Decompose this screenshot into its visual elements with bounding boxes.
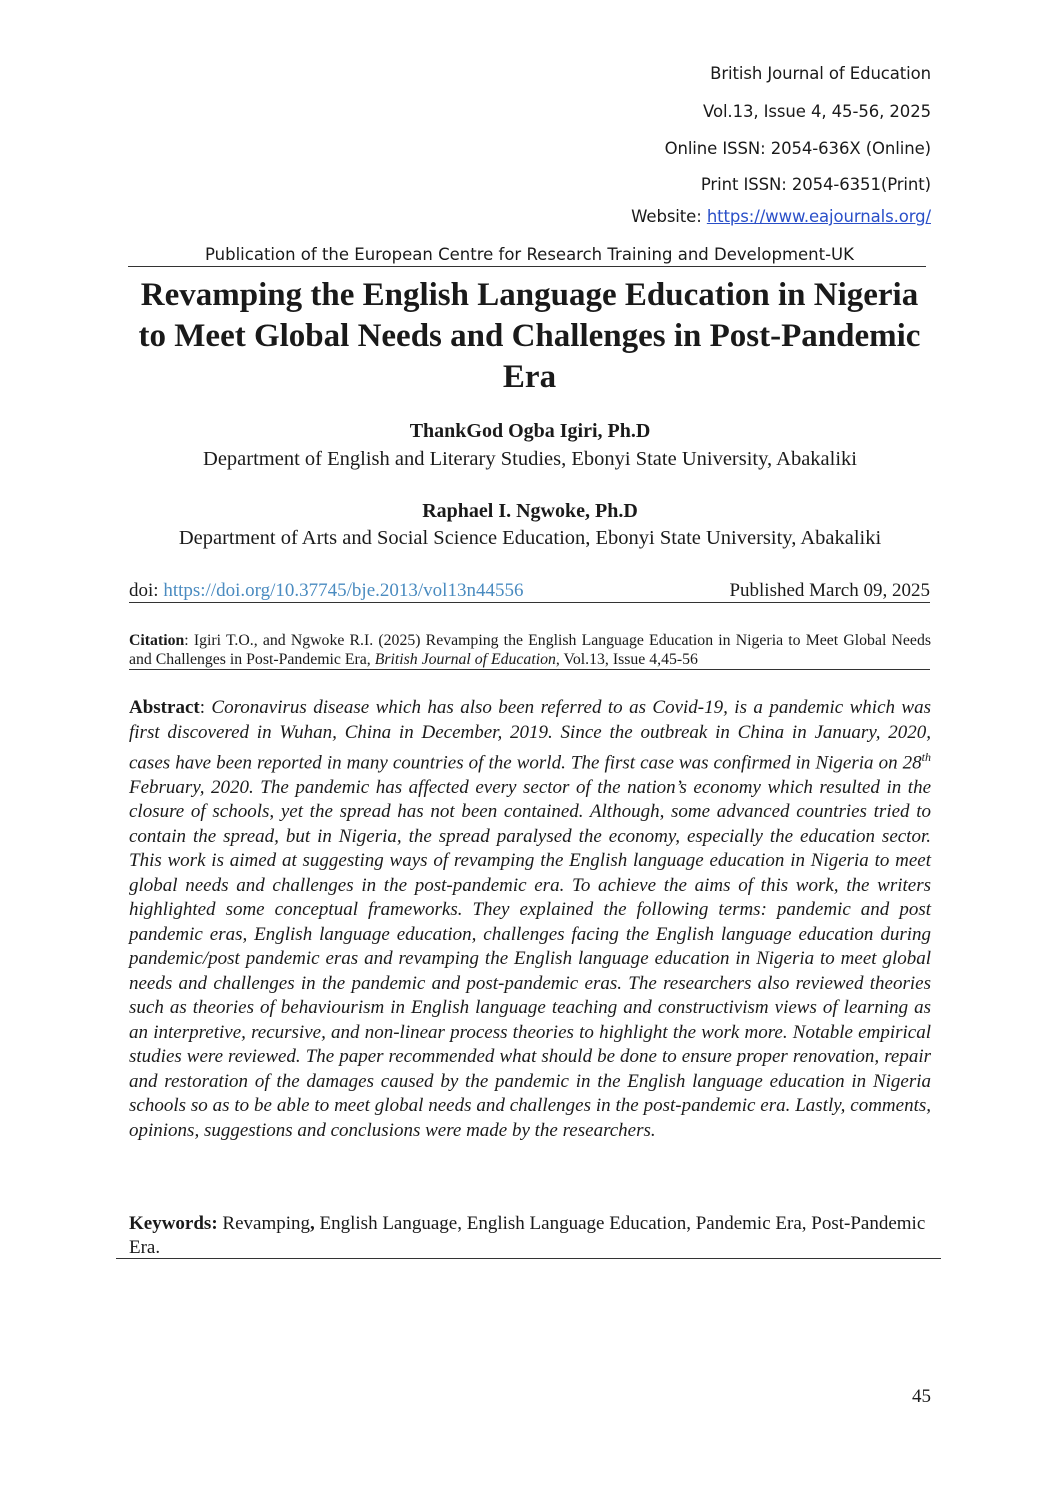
abstract-text-2: February, 2020. The pandemic has affected every sector of the nation’s economy which resulted in the closure of schools, yet the spread has not been contained. Although, some advanced countries tried to contain the spread, but in Nigeria, the spread paralysed the economy, especially the education sector. This work is aimed at suggesting ways of revamping the English language education in Nigeria to meet global needs and challenges in the post-pandemic era. To achieve the aims of this work, the writers highlighted some conceptual frameworks. They explained the following terms: pandemic and post pandemic eras, English language education, challenges facing the English language education during pandemic/post pandemic eras and revamping the English language education in Nigeria to meet global needs and challenges in the pandemic and post-pandemic eras. The researchers also reviewed theories such as theories of behaviourism in English language teaching and constructivism views of learning as an interpretive, recursive, and non-linear process theories to highlight the work more. Notable empirical studies were reviewed. The paper recommended what should be done to ensure proper renovation, repair and restoration of the damages caused by the pandemic in the English language education in Nigeria schools so as to be able to meet global needs and challenges in the post-pandemic era. Lastly, comments, opinions, suggestions and conclusions were made by the researchers. xyxy=(129,776,931,1141)
keywords-label: Keywords: xyxy=(129,1213,218,1234)
keyword-first: Revamping xyxy=(217,1213,311,1234)
doi-label: doi: xyxy=(129,580,164,601)
citation-text: : Igiri T.O., and Ngwoke R.I. (2025) Revamping the English Language Education in Nigeria to Meet Global Needs and Challenges in Post-Pandemic Era, xyxy=(129,632,931,668)
website-line xyxy=(631,207,931,226)
abstract: Abstract: Coronavirus disease which has also been referred to as Covid-19, is a pandemic which was first discovered in Wuhan, China in December, 2019. Since the outbreak in China in January, 2020, cases have been reported in many countries of the world. The first case was confirmed in Nigeria on 28th February, 2020. The pandemic has affected every sector of the nation’s economy which resulted in the closure of schools, yet the spread has not been contained. Although, some advanced countries tried to contain the spread, but in Nigeria, the spread paralysed the economy, especially the education sector. This work is aimed at suggesting ways of revamping the English language education in Nigeria to meet global needs and challenges in the post-pandemic era. To achieve the aims of this work, the writers highlighted some conceptual frameworks. They explained the following terms: pandemic and post pandemic eras, English language education, challenges facing the English language education during pandemic/post pandemic eras and revamping the English language education in Nigeria to meet global needs and challenges in the pandemic and post-pandemic eras. The researchers also reviewed theories such as theories of behaviourism in English language teaching and constructivism views of learning as an interpretive, recursive, and non-linear process theories to highlight the work more. Notable empirical studies were reviewed. The paper recommended what should be done to ensure proper renovation, repair and restoration of the damages caused by the pandemic in the English language education in Nigeria schools so as to be able to meet global needs and challenges in the post-pandemic era. Lastly, comments, opinions, suggestions and conclusions were made by the researchers. xyxy=(129,697,932,1141)
keywords xyxy=(129,1212,941,1260)
doi-divider xyxy=(129,602,930,603)
abstract-label: Abstract xyxy=(129,697,200,718)
citation-label: Citation xyxy=(129,632,185,649)
author-1-affiliation: Department of English and Literary Studies, Ebonyi State University, Abakaliki xyxy=(203,448,857,470)
abstract-superscript: th xyxy=(921,750,931,764)
author-2-affiliation: Department of Arts and Social Science Education, Ebonyi State University, Abakaliki xyxy=(178,527,882,549)
keywords-list: English Language, English Language Education, Pandemic Era, Post-Pandemic Era. xyxy=(129,1213,926,1258)
volume-info: Vol.13, Issue 4, 45-56, 2025 xyxy=(703,102,931,121)
citation-volume: , Vol.13, Issue 4,45-56 xyxy=(555,651,698,668)
author-1-name: ThankGod Ogba Igiri, Ph.D xyxy=(409,420,651,442)
header-divider xyxy=(128,266,926,267)
doi-row xyxy=(129,580,930,602)
keyword-comma: , xyxy=(310,1213,315,1234)
publication-line: Publication of the European Centre for Research Training and Development-UK xyxy=(205,245,854,264)
print-issn: Print ISSN: 2054-6351(Print) xyxy=(700,175,931,194)
citation-journal: British Journal of Education xyxy=(374,651,556,668)
doi-link[interactable]: https://doi.org/10.37745/bje.2013/vol13n44556 xyxy=(163,580,524,601)
paper-title: Revamping the English Language Education in Nigeria to Meet Global Needs and Challenges in Post-Pandemic Era xyxy=(138,277,921,395)
keywords-divider xyxy=(116,1258,941,1259)
page-number: 45 xyxy=(912,1386,931,1407)
website-label: Website: xyxy=(631,207,707,226)
citation-divider xyxy=(129,669,930,670)
citation xyxy=(129,631,931,669)
author-2-name: Raphael I. Ngwoke, Ph.D xyxy=(422,500,638,522)
abstract-text-1: Coronavirus disease which has also been referred to as Covid-19, is a pandemic which was first discovered in Wuhan, China in December, 2019. Since the outbreak in China in January, 2020, cases have been reported in many countries of the world. The first case was confirmed in Nigeria on 28 xyxy=(129,697,932,774)
published-date: Published March 09, 2025 xyxy=(729,580,930,601)
journal-name: British Journal of Education xyxy=(710,64,931,83)
online-issn: Online ISSN: 2054-636X (Online) xyxy=(664,139,931,158)
website-link[interactable]: https://www.eajournals.org/ xyxy=(706,207,931,226)
